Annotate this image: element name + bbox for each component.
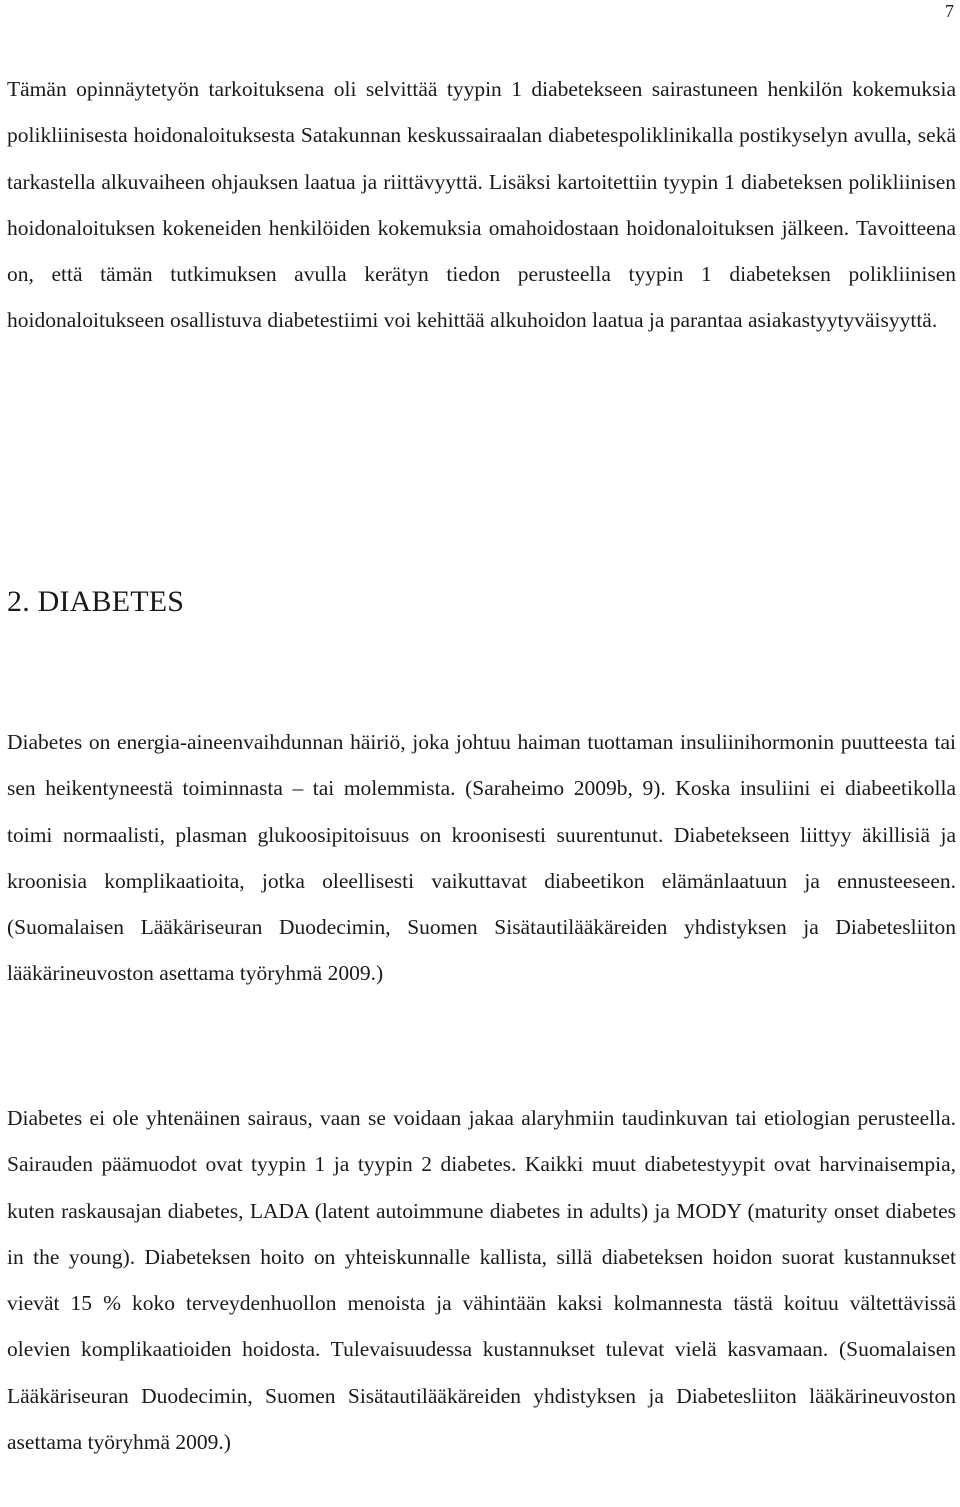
page-number: 7 [945, 1, 954, 21]
body-paragraph: Diabetes on energia-aineenvaihdunnan häiriö, joka johtuu haiman tuottaman insuliinihormonin puutteesta tai sen heikentyneestä toiminnasta – tai molemmista. (Saraheimo 2009b, 9). Koska insuliini ei diabeetikolla toimi normaalisti, plasman glukoosipitoisuus on kroonisesti suurentunut. Diabetekseen liittyy äkillisiä ja kroonisia komplikaatioita, jotka oleellisesti vaikuttavat diabeetikon elämänlaatuun ja ennusteeseen. (Suomalaisen Lääkäriseuran Duodecimin, Suomen Sisätautilääkäreiden yhdistyksen ja Diabetesliiton lääkärineuvoston asettama työryhmä 2009.) [7, 730, 956, 986]
section-heading: 2. DIABETES [7, 585, 185, 618]
body-paragraph: Diabetes ei ole yhtenäinen sairaus, vaan se voidaan jakaa alaryhmiin taudinkuvan tai etiologian perusteella. Sairauden päämuodot ovat tyypin 1 ja tyypin 2 diabetes. Kaikki muut diabetestyypit ovat harvinaisempia, kuten raskausajan diabetes, LADA (latent autoimmune diabetes in adults) ja MODY (maturity onset diabetes in the young). Diabeteksen hoito on yhteiskunnalle kallista, sillä diabeteksen hoidon suorat kustannukset vievät 15 % koko terveydenhuollon menoista ja vähintään kaksi kolmannesta tästä koituu vältettävissä olevien komplikaatioiden hoidosta. Tulevaisuudessa kustannukset tulevat vielä kasvamaan. (Suomalaisen Lääkäriseuran Duodecimin, Suomen Sisätautilääkäreiden yhdistyksen ja Diabetesliiton lääkärineuvoston asettama työryhmä 2009.) [7, 1106, 956, 1455]
intro-paragraph: Tämän opinnäytetyön tarkoituksena oli selvittää tyypin 1 diabetekseen sairastuneen henkilön kokemuksia polikliinisesta hoidonaloituksesta Satakunnan keskussairaalan diabetespoliklinikalla postikyselyn avulla, sekä tarkastella alkuvaiheen ohjauksen laatua ja riittävyyttä. Lisäksi kartoitettiin tyypin 1 diabeteksen polikliinisen hoidonaloituksen kokeneiden henkilöiden kokemuksia omahoidostaan hoidonaloituksen jälkeen. Tavoitteena on, että tämän tutkimuksen avulla kerätyn tiedon perusteella tyypin 1 diabeteksen polikliinisen hoidonaloitukseen osallistuva diabetestiimi voi kehittää alkuhoidon laatua ja parantaa asiakastyytyväisyyttä. [7, 77, 956, 333]
